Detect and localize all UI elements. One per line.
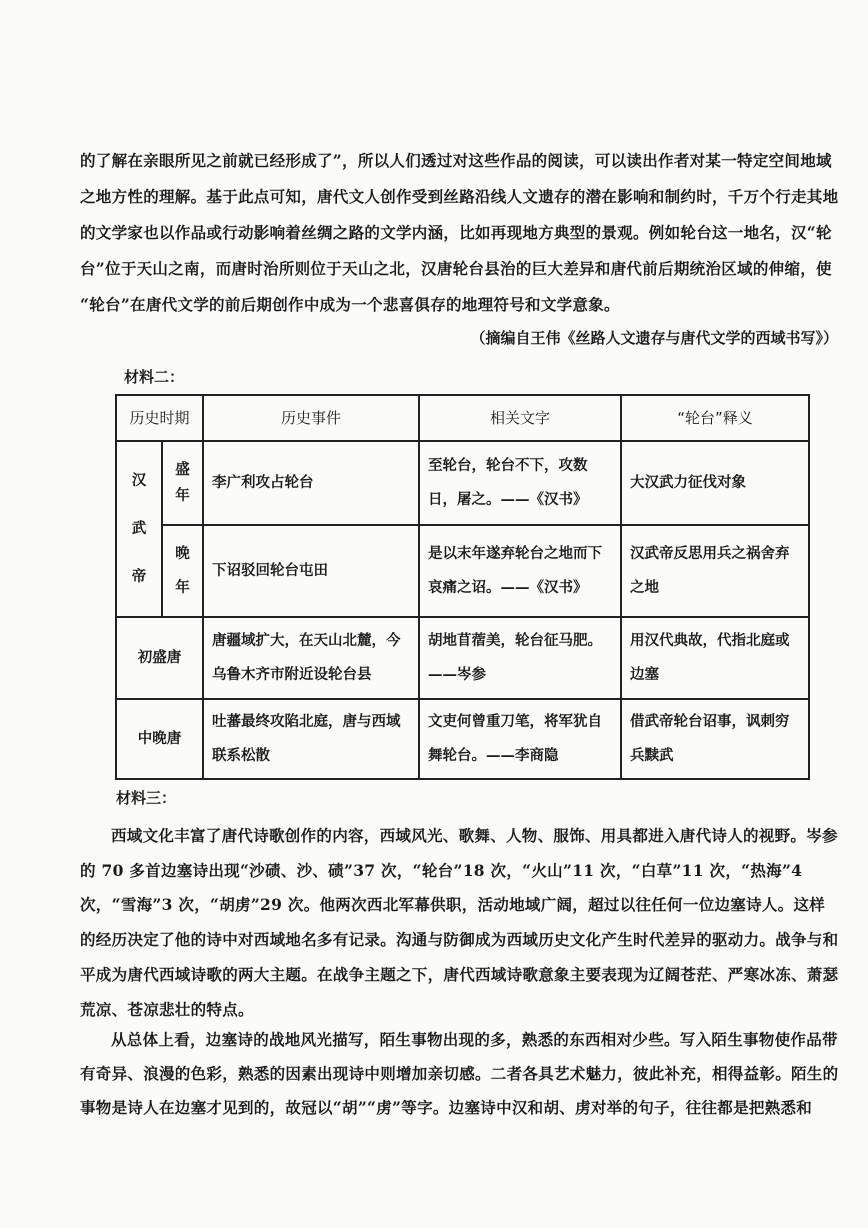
- passage-1-line: 之地方性的理解。基于此点可知，唐代文人创作受到丝路沿线人文遗存的潜在影响和制约时，千万个行走其地: [80, 187, 839, 206]
- meaning-cell: 借武帝轮台诏事，讽刺穷兵黩武: [621, 699, 809, 779]
- passage-1-line: 的文学家也以作品或行动影响着丝绸之路的文学内涵，比如再现地方典型的景观。例如轮台这一地名，汉“轮: [80, 223, 832, 242]
- header-meaning: “轮台”释义: [621, 395, 809, 441]
- paragraph-line: 荒凉、苍凉悲壮的特点。: [80, 999, 254, 1019]
- sub-period-early: 盛 年: [162, 441, 203, 525]
- event-cell: 唐疆域扩大，在天山北麓，今乌鲁木齐市附近设轮台县: [203, 617, 419, 699]
- text-cell: 至轮台，轮台不下，攻数日，屠之。——《汉书》: [419, 441, 621, 525]
- material-2-label: 材料二：: [124, 368, 185, 386]
- text-cell: 胡地苜蓿美，轮台征马肥。——岑参: [419, 617, 621, 699]
- period-han-wudi: 汉 武 帝: [116, 441, 162, 617]
- header-period: 历史时期: [116, 395, 203, 441]
- passage-1-line: 的了解在亲眼所见之前就已经形成了”，所以人们透过对这些作品的阅读，可以读出作者对某一特定空间地域: [80, 151, 832, 170]
- text-cell: 是以末年遂弃轮台之地而下哀痛之诏。——《汉书》: [419, 525, 621, 617]
- paragraph-line: 从总体上看，边塞诗的战地风光描写，陌生事物出现的多，熟悉的东西相对少些。写入陌生事物使作品带: [111, 1030, 838, 1049]
- material-3-paragraph-2: [80, 1023, 840, 1125]
- history-table: [115, 394, 810, 780]
- paragraph-line: 西域文化丰富了唐代诗歌创作的内容，西域风光、歌舞、人物、服饰、用具都进入唐代诗人的视野。岑参: [111, 826, 838, 845]
- passage-1-line: “轮台”在唐代文学的前后期创作中成为一个悲喜俱存的地理符号和文学意象。: [80, 295, 620, 314]
- event-cell: 吐蕃最终攻陷北庭，唐与西域联系松散: [203, 699, 419, 779]
- paragraph-line: 次，“雪海”3 次，“胡虏”29 次。他两次西北军幕供职，活动地域广阔，超过以往任何一位边塞诗人。这样: [80, 895, 826, 915]
- sub-period-late: 晚 年: [162, 525, 203, 617]
- meaning-cell: 大汉武力征伐对象: [621, 441, 809, 525]
- event-cell: 下诏驳回轮台屯田: [203, 525, 419, 617]
- passage-1-source: （摘编自王伟《丝路人文遗存与唐代文学的西域书写》）: [470, 329, 838, 347]
- header-text: 相关文字: [419, 395, 621, 441]
- table-row: [116, 525, 809, 617]
- period-cell: 中晚唐: [116, 699, 203, 779]
- paragraph-line: 事物是诗人在边塞才见到的，故冠以“胡”“虏”等字。边塞诗中汉和胡、虏对举的句子，往往都是把熟悉和: [80, 1098, 813, 1117]
- paragraph-line: 的 70 多首边塞诗出现“沙碛、沙、碛”37 次，“轮台”18 次，“火山”11 次，“白草”11 次，“热海”4: [80, 860, 803, 880]
- material-3-label: 材料三：: [116, 789, 177, 807]
- paragraph-line: 有奇异、浪漫的色彩，熟悉的因素出现诗中则增加亲切感。二者各具艺术魅力，彼此补充，相得益彰。陌生的: [80, 1064, 839, 1083]
- event-cell: 李广利攻占轮台: [203, 441, 419, 525]
- header-event: 历史事件: [203, 395, 419, 441]
- paragraph-line: 平成为唐代西域诗歌的两大主题。在战争主题之下，唐代西域诗歌意象主要表现为辽阔苍茫、严寒冰冻、萧瑟: [80, 964, 839, 984]
- paragraph-line: 的经历决定了他的诗中对西域地名多有记录。沟通与防御成为西域历史文化产生时代差异的驱动力。战争与和: [80, 930, 839, 950]
- period-cell: 初盛唐: [116, 617, 203, 699]
- passage-1-line: 台”位于天山之南，而唐时治所则位于天山之北，汉唐轮台县治的巨大差异和唐代前后期统治区域的伸缩，使: [80, 259, 832, 278]
- meaning-cell: 汉武帝反思用兵之祸舍弃之地: [621, 525, 809, 617]
- passage-1: [80, 143, 840, 323]
- material-3-paragraph-1: [80, 819, 840, 1027]
- meaning-cell: 用汉代典故，代指北庭或边塞: [621, 617, 809, 699]
- text-cell: 文吏何曾重刀笔，将军犹自舞轮台。——李商隐: [419, 699, 621, 779]
- table-row: [116, 441, 809, 525]
- table-row: [116, 617, 809, 699]
- table-row: [116, 699, 809, 779]
- table-header-row: [116, 395, 809, 441]
